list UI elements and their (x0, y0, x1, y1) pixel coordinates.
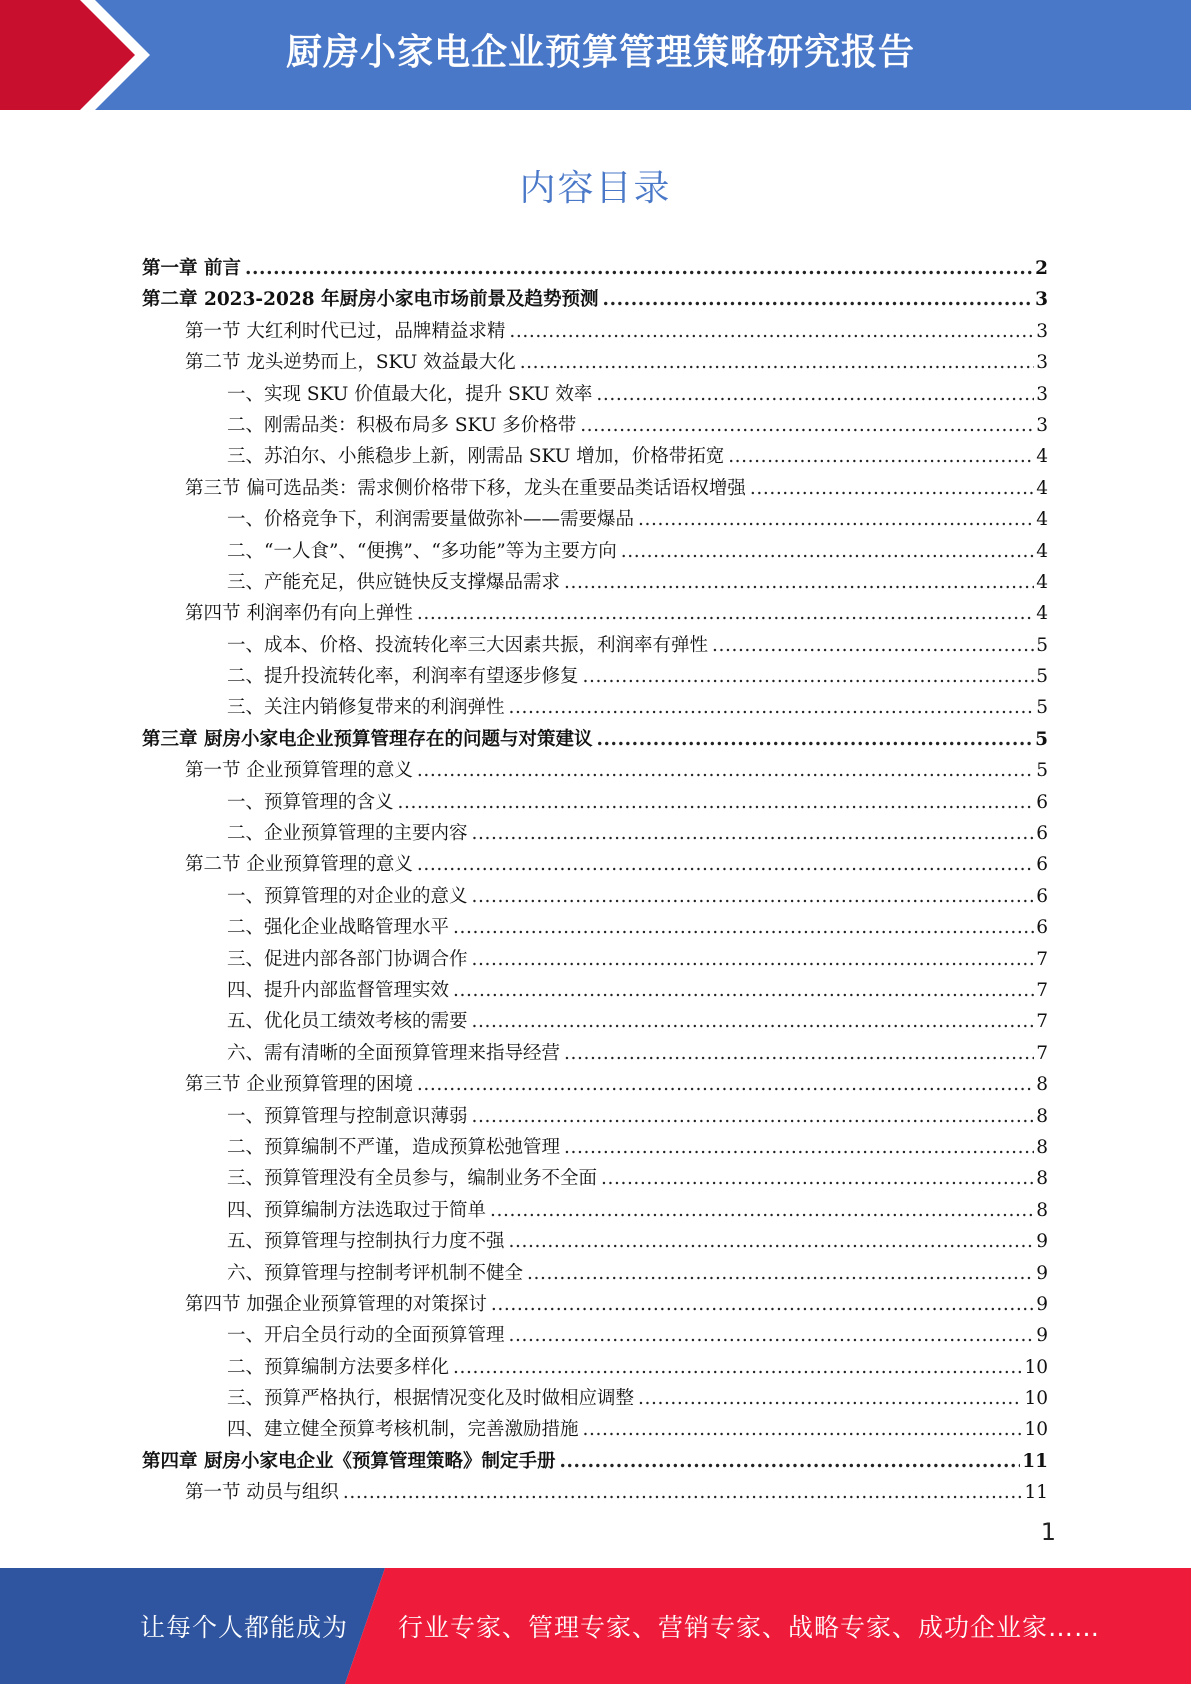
toc-entry-title: 一、预算管理的含义 (227, 791, 394, 813)
toc-entry-page: 11 (1024, 1482, 1048, 1504)
toc-leader-dots (453, 975, 1034, 1006)
toc-entry[interactable] (142, 253, 1048, 284)
toc-entry-page: 4 (1036, 446, 1048, 468)
toc-leader-dots (596, 724, 1033, 755)
toc-entry-title: 第四节 利润率仍有向上弹性 (185, 603, 413, 625)
toc-entry-title: 二、提升投流转化率，利润率有望逐步修复 (227, 666, 579, 688)
toc-entry-title: 一、预算管理的对企业的意义 (227, 885, 468, 907)
toc-entry[interactable] (142, 818, 1048, 849)
toc-entry-page: 9 (1036, 1231, 1048, 1253)
toc-entry[interactable] (142, 1006, 1048, 1037)
toc-entry-title: 第四节 加强企业预算管理的对策探讨 (185, 1293, 487, 1315)
toc-entry-page: 8 (1036, 1136, 1048, 1158)
toc-leader-dots (472, 1101, 1035, 1132)
toc-entry-title: 四、预算编制方法选取过于简单 (227, 1199, 487, 1221)
toc-entry[interactable] (142, 379, 1048, 410)
toc-entry[interactable] (142, 284, 1048, 315)
toc-entry-title: 一、开启全员行动的全面预算管理 (227, 1325, 505, 1347)
toc-leader-dots (343, 1477, 1023, 1508)
toc-entry-title: 二、“一人食”、“便携”、“多功能”等为主要方向 (227, 540, 617, 562)
toc-entry[interactable] (142, 441, 1048, 472)
toc-entry-page: 5 (1036, 634, 1048, 656)
toc-entry-title: 二、预算编制不严谨，造成预算松弛管理 (227, 1136, 561, 1158)
toc-entry-page: 6 (1036, 854, 1048, 876)
toc-entry-page: 3 (1036, 414, 1048, 436)
toc-entry-title: 第一节 企业预算管理的意义 (185, 760, 413, 782)
toc-leader-dots (712, 630, 1034, 661)
toc-entry-page: 5 (1036, 697, 1048, 719)
toc-leader-dots (453, 912, 1034, 943)
toc-entry-page: 4 (1036, 603, 1048, 625)
toc-entry-page: 3 (1036, 352, 1048, 374)
toc-entry-title: 一、实现 SKU 价值最大化，提升 SKU 效率 (227, 383, 593, 405)
toc-entry-page: 5 (1035, 728, 1048, 750)
toc-entry-page: 6 (1036, 885, 1048, 907)
toc-entry-title: 四、建立健全预算考核机制，完善激励措施 (227, 1419, 579, 1441)
toc-entry-title: 第二节 企业预算管理的意义 (185, 854, 413, 876)
page-number: 1 (1040, 1518, 1056, 1546)
toc-entry-page: 9 (1036, 1262, 1048, 1284)
toc-entry[interactable] (142, 661, 1048, 692)
toc-entry-title: 三、促进内部各部门协调合作 (227, 948, 468, 970)
toc-entry[interactable] (142, 692, 1048, 723)
toc-entry-title: 三、关注内销修复带来的利润弹性 (227, 697, 505, 719)
toc-leader-dots (491, 1289, 1034, 1320)
toc-entry[interactable] (142, 1069, 1048, 1100)
toc-entry-title: 第三节 企业预算管理的困境 (185, 1074, 413, 1096)
toc-entry[interactable] (142, 755, 1048, 786)
toc-entry-title: 第三节 偏可选品类：需求侧价格带下移，龙头在重要品类话语权增强 (185, 477, 746, 499)
toc-entry[interactable] (142, 881, 1048, 912)
report-title: 厨房小家电企业预算管理策略研究报告 (285, 32, 915, 73)
toc-entry[interactable] (142, 504, 1048, 535)
toc-entry-page: 10 (1024, 1419, 1048, 1441)
toc-leader-dots (596, 379, 1034, 410)
toc-leader-dots (603, 284, 1034, 315)
toc-entry-page: 4 (1036, 571, 1048, 593)
toc-leader-dots (564, 1132, 1034, 1163)
toc-leader-dots (559, 1446, 1020, 1477)
toc-entry[interactable] (142, 567, 1048, 598)
toc-entry[interactable] (142, 1101, 1048, 1132)
toc-entry[interactable] (142, 473, 1048, 504)
toc-entry[interactable] (142, 1226, 1048, 1257)
toc-leader-dots (509, 1226, 1035, 1257)
toc-entry[interactable] (142, 1289, 1048, 1320)
toc-leader-dots (453, 1352, 1022, 1383)
toc-entry-page: 7 (1036, 948, 1048, 970)
toc-entry[interactable] (142, 724, 1048, 755)
toc-entry-page: 4 (1036, 540, 1048, 562)
toc-entry-page: 3 (1036, 383, 1048, 405)
toc-entry[interactable] (142, 1414, 1048, 1445)
toc-entry-page: 6 (1036, 917, 1048, 939)
toc-leader-dots (728, 441, 1034, 472)
toc-entry[interactable] (142, 347, 1048, 378)
toc-entry-title: 一、价格竞争下，利润需要量做弥补——需要爆品 (227, 509, 635, 531)
toc-leader-dots (509, 316, 1034, 347)
toc-entry[interactable] (142, 1258, 1048, 1289)
toc-entry-title: 六、预算管理与控制考评机制不健全 (227, 1262, 524, 1284)
toc-entry-title: 第一节 大红利时代已过，品牌精益求精 (185, 320, 506, 342)
toc-leader-dots (580, 410, 1034, 441)
toc-entry[interactable] (142, 849, 1048, 880)
toc-heading: 内容目录 (519, 168, 672, 209)
toc-entry-page: 7 (1036, 1042, 1048, 1064)
toc-leader-dots (509, 692, 1035, 723)
toc-entry-title: 五、优化员工绩效考核的需要 (227, 1011, 468, 1033)
toc-entry-title: 三、预算管理没有全员参与，编制业务不全面 (227, 1168, 598, 1190)
toc-entry-title: 第二章 2023-2028 年厨房小家电市场前景及趋势预测 (142, 289, 599, 311)
toc-entry[interactable] (142, 1320, 1048, 1351)
toc-entry-page: 7 (1036, 979, 1048, 1001)
toc-entry-title: 一、预算管理与控制意识薄弱 (227, 1105, 468, 1127)
toc-entry[interactable] (142, 1163, 1048, 1194)
toc-leader-dots (417, 598, 1034, 629)
toc-leader-dots (472, 944, 1035, 975)
toc-entry-title: 二、刚需品类：积极布局多 SKU 多价格带 (227, 414, 577, 436)
toc-entry-page: 9 (1036, 1293, 1048, 1315)
toc-entry-page: 5 (1036, 760, 1048, 782)
toc-entry-page: 10 (1024, 1388, 1048, 1410)
toc-leader-dots (417, 1069, 1034, 1100)
toc-entry[interactable] (142, 912, 1048, 943)
toc-leader-dots (638, 1383, 1022, 1414)
toc-leader-dots (472, 818, 1035, 849)
toc-entry-title: 一、成本、价格、投流转化率三大因素共振，利润率有弹性 (227, 634, 709, 656)
toc-leader-dots (527, 1258, 1034, 1289)
toc-entry[interactable] (142, 1383, 1048, 1414)
toc-entry-page: 4 (1036, 509, 1048, 531)
toc-leader-dots (583, 661, 1035, 692)
toc-entry[interactable] (142, 1195, 1048, 1226)
toc-entry[interactable] (142, 1132, 1048, 1163)
toc-entry-title: 三、预算严格执行，根据情况变化及时做相应调整 (227, 1388, 635, 1410)
toc-entry-title: 二、企业预算管理的主要内容 (227, 823, 468, 845)
footer-slogan-left: 让每个人都能成为 (140, 1613, 349, 1642)
toc-entry[interactable] (142, 787, 1048, 818)
toc-leader-dots (520, 347, 1035, 378)
toc-entry[interactable] (142, 630, 1048, 661)
toc-entry-page: 10 (1024, 1356, 1048, 1378)
toc-entry-page: 9 (1036, 1325, 1048, 1347)
toc-entry-title: 五、预算管理与控制执行力度不强 (227, 1231, 505, 1253)
toc-entry-title: 六、需有清晰的全面预算管理来指导经营 (227, 1042, 561, 1064)
header-band (0, 0, 1191, 110)
toc-entry-page: 6 (1036, 791, 1048, 813)
toc-entry[interactable] (142, 598, 1048, 629)
toc-entry-page: 2 (1035, 258, 1048, 279)
toc-entry-title: 第四章 厨房小家电企业《预算管理策略》制定手册 (142, 1450, 556, 1472)
toc-entry-page: 8 (1036, 1199, 1048, 1221)
toc-entry-title: 第一节 动员与组织 (185, 1482, 339, 1504)
toc-entry[interactable] (142, 944, 1048, 975)
toc-entry-title: 三、产能充足，供应链快反支撑爆品需求 (227, 571, 561, 593)
toc-leader-dots (417, 849, 1034, 880)
toc-leader-dots (472, 881, 1035, 912)
toc-leader-dots (417, 755, 1034, 786)
toc-entry-page: 8 (1036, 1168, 1048, 1190)
toc-entry-title: 二、预算编制方法要多样化 (227, 1356, 450, 1378)
toc-entry-title: 二、强化企业战略管理水平 (227, 917, 450, 939)
toc-entry-page: 7 (1036, 1011, 1048, 1033)
toc-leader-dots (621, 536, 1034, 567)
toc-entry-page: 5 (1036, 666, 1048, 688)
toc-entry[interactable] (142, 1352, 1048, 1383)
toc-entry-title: 第二节 龙头逆势而上，SKU 效益最大化 (185, 352, 516, 374)
toc-leader-dots (245, 253, 1033, 284)
toc-leader-dots (750, 473, 1034, 504)
toc-leader-dots (564, 1038, 1034, 1069)
toc-entry-page: 6 (1036, 823, 1048, 845)
toc-entry-page: 4 (1036, 477, 1048, 499)
toc-entry[interactable] (142, 410, 1048, 441)
toc-leader-dots (398, 787, 1035, 818)
toc-entry-title: 四、提升内部监督管理实效 (227, 979, 450, 1001)
toc-entry[interactable] (142, 1477, 1048, 1508)
toc-leader-dots (564, 567, 1034, 598)
toc-entry[interactable] (142, 316, 1048, 347)
toc-entry-page: 8 (1036, 1074, 1048, 1096)
toc-leader-dots (472, 1006, 1035, 1037)
toc-entry-title: 第一章 前言 (142, 258, 241, 279)
toc-leader-dots (490, 1195, 1034, 1226)
toc-entry-page: 3 (1036, 320, 1048, 342)
footer-slogan-right: 行业专家、管理专家、营销专家、战略专家、成功企业家…… (398, 1613, 1101, 1642)
toc-entry-title: 三、苏泊尔、小熊稳步上新，刚需品 SKU 增加，价格带拓宽 (227, 446, 725, 468)
toc-entry[interactable] (142, 1038, 1048, 1069)
toc-entry-page: 11 (1022, 1450, 1048, 1472)
toc-leader-dots (509, 1320, 1035, 1351)
table-of-contents (142, 253, 1048, 1509)
toc-leader-dots (583, 1414, 1023, 1445)
toc-entry-page: 3 (1035, 289, 1048, 311)
toc-leader-dots (601, 1163, 1034, 1194)
toc-entry[interactable] (142, 536, 1048, 567)
toc-leader-dots (638, 504, 1034, 535)
toc-entry-title: 第三章 厨房小家电企业预算管理存在的问题与对策建议 (142, 728, 593, 750)
footer-band (0, 1568, 1191, 1684)
toc-entry[interactable] (142, 975, 1048, 1006)
toc-entry-page: 8 (1036, 1105, 1048, 1127)
toc-entry[interactable] (142, 1446, 1048, 1477)
